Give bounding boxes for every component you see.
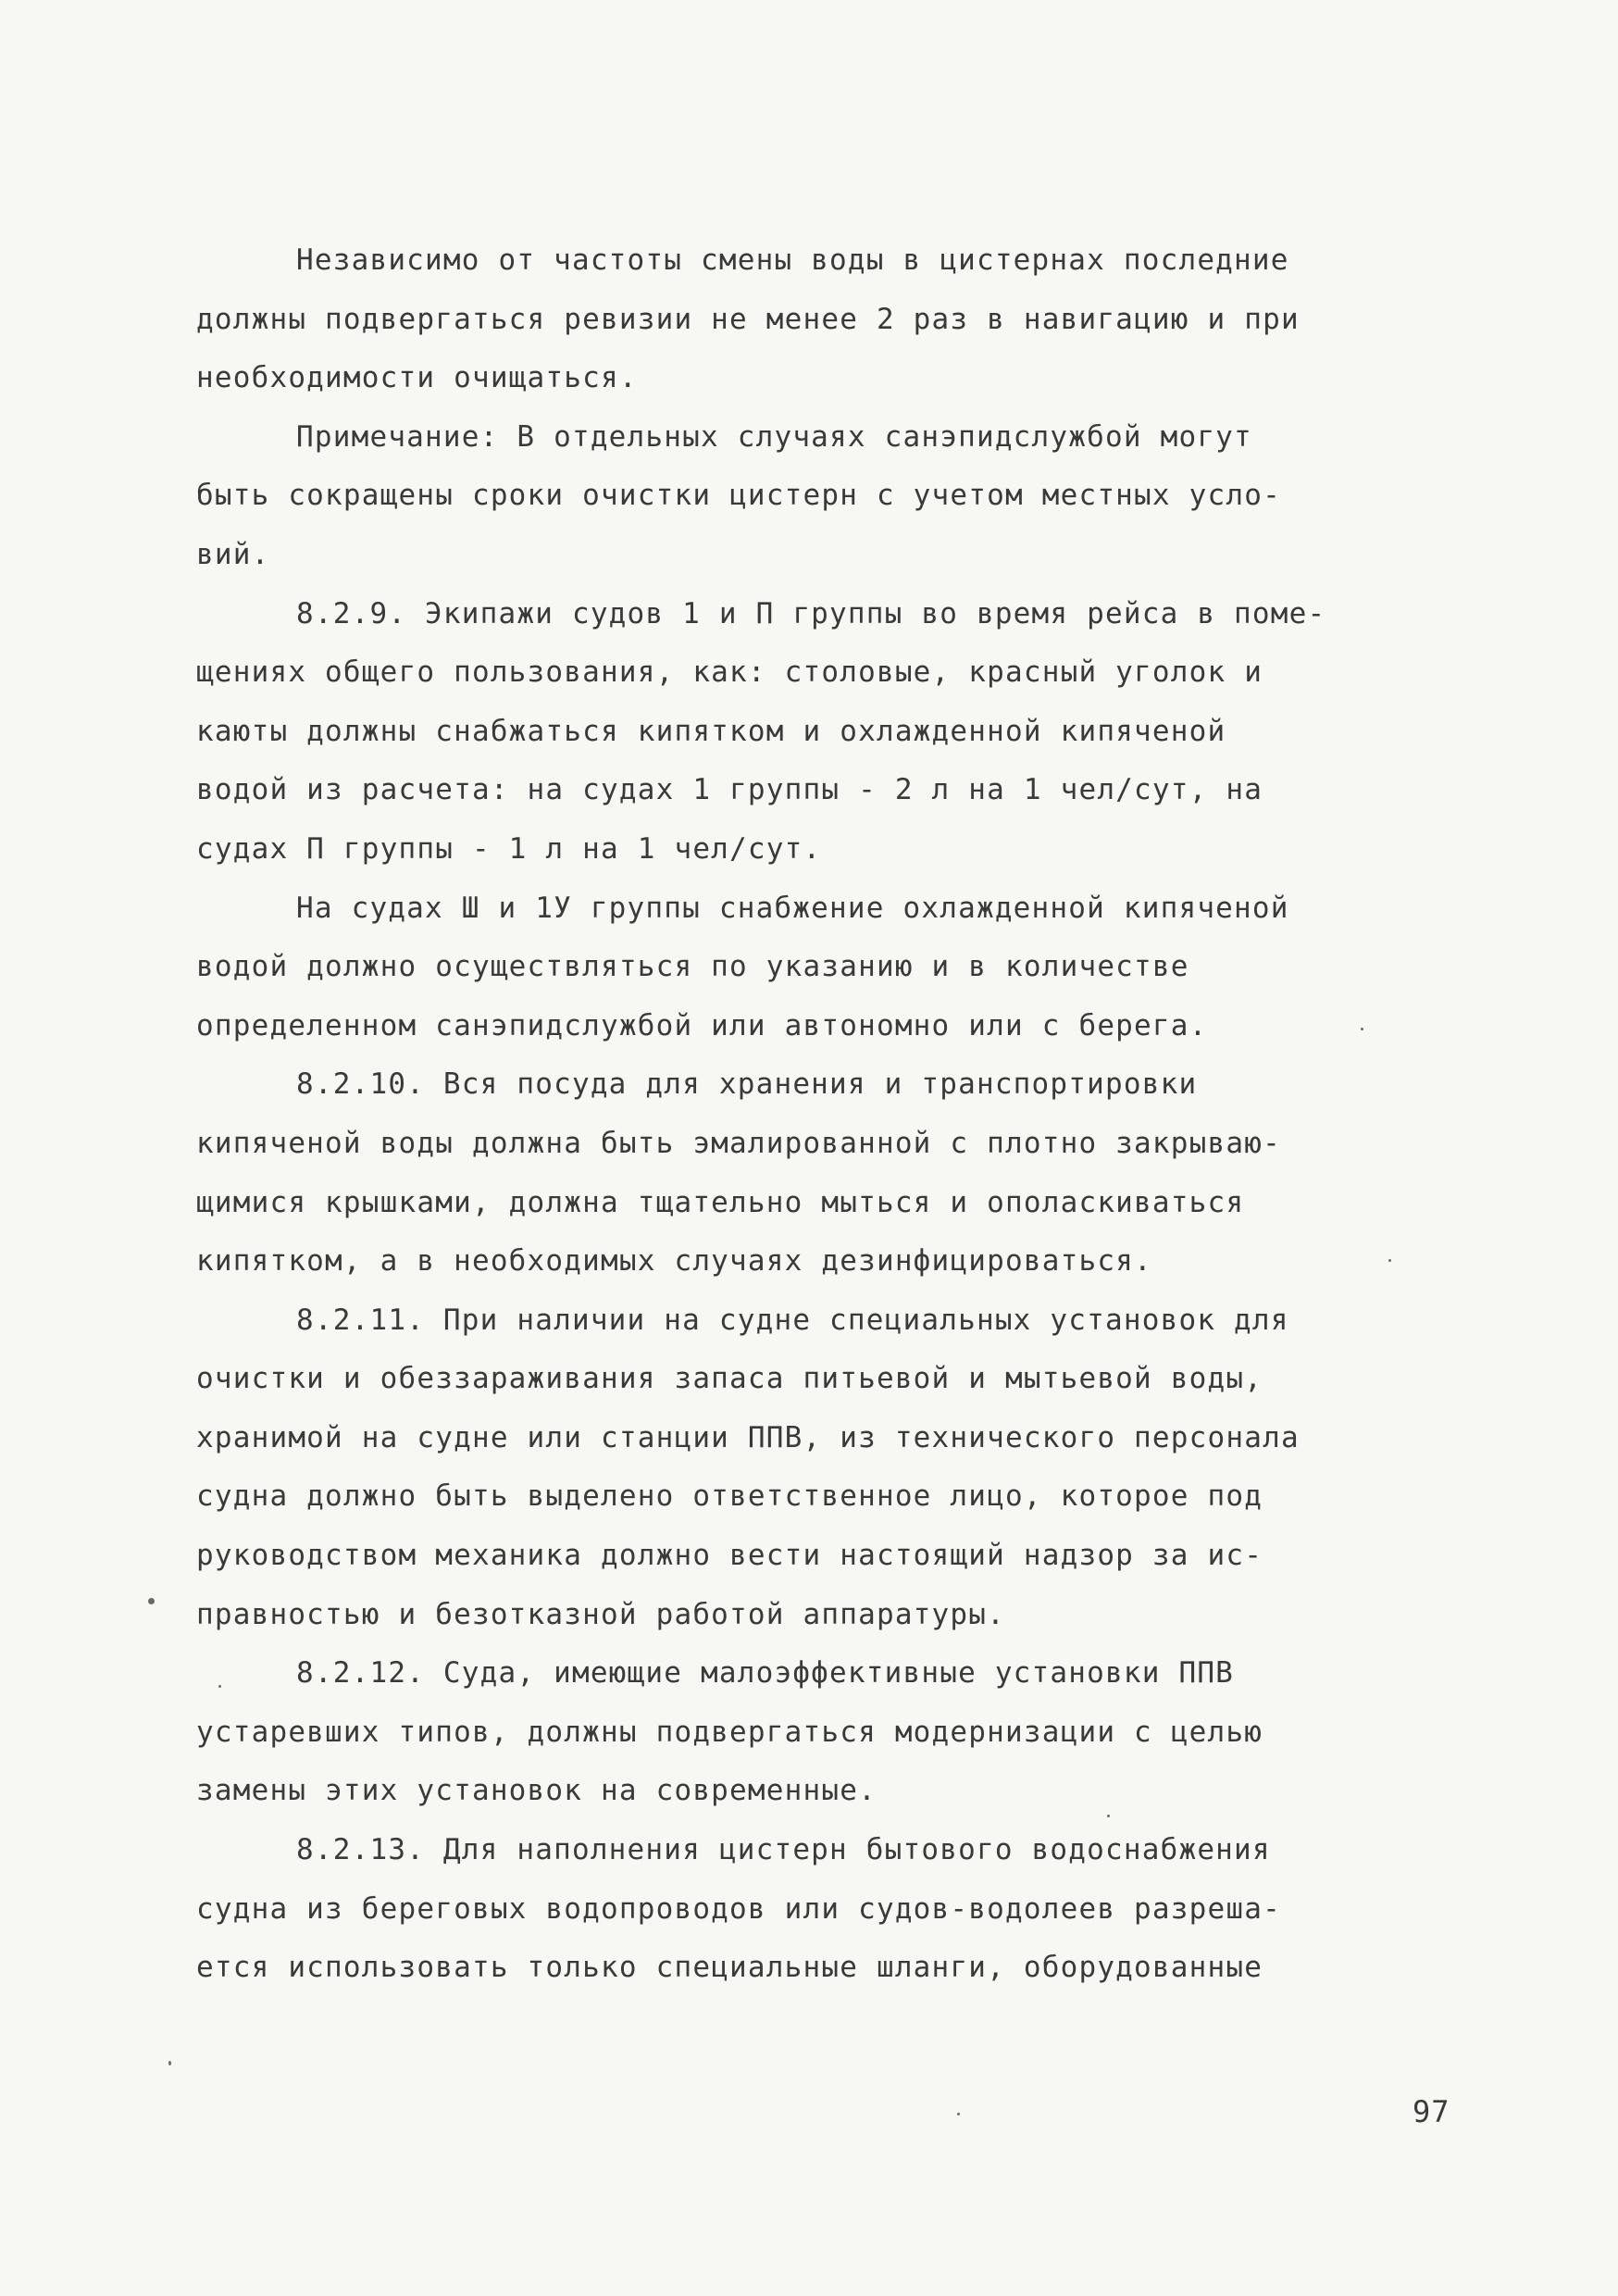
text-line: кипяченой воды должна быть эмалированной с плотно закрываю- xyxy=(196,1126,1281,1160)
scan-speck xyxy=(168,2061,171,2065)
text-line: водой должно осуществляться по указанию и в количестве xyxy=(196,950,1189,984)
text-line: ется использовать только специальные шланги, оборудованные xyxy=(196,1951,1263,1985)
page-number: 97 xyxy=(1413,2094,1450,2129)
note-line: быть сокращены сроки очистки цистерн с учетом местных усло- xyxy=(196,479,1281,513)
text-line: кипятком, а в необходимых случаях дезинфицироваться. xyxy=(196,1244,1152,1279)
text-line: судах П группы - 1 л на 1 чел/сут. xyxy=(196,831,822,866)
text-line: водой из расчета: на судах 1 группы - 2 л на 1 чел/сут, на xyxy=(196,773,1263,807)
text-line: руководством механика должно вести настоящий надзор за ис- xyxy=(196,1539,1263,1573)
text-line: щениях общего пользования, как: столовые, красный уголок и xyxy=(196,655,1263,690)
scan-speck xyxy=(957,2113,960,2115)
text-line: 8.2.9. Экипажи судов 1 и П группы во время рейса в поме- xyxy=(296,596,1326,630)
text-line: определенном санэпидслужбой или автономно или с берега. xyxy=(196,1008,1208,1042)
text-line: должны подвергаться ревизии не менее 2 раз в навигацию и при xyxy=(196,302,1300,336)
text-line: судна из береговых водопроводов или судов-водолеев разреша- xyxy=(196,1891,1281,1926)
scan-speck xyxy=(1361,1028,1363,1030)
text-line: На судах Ш и 1У группы снабжение охлажденной кипяченой xyxy=(296,891,1289,925)
scan-speck xyxy=(218,1685,221,1688)
text-line: щимися крышками, должна тщательно мыться и ополаскиваться xyxy=(196,1185,1245,1219)
text-line: каюты должны снабжаться кипятком и охлажденной кипяченой xyxy=(196,714,1226,748)
text-line: 8.2.11. При наличии на судне специальных установок для xyxy=(296,1303,1289,1337)
scan-speck xyxy=(1107,1815,1110,1817)
text-line: 8.2.10. Вся посуда для хранения и транспортировки xyxy=(296,1067,1198,1102)
note-line: Примечание: В отдельных случаях санэпидслужбой могут xyxy=(296,419,1252,454)
body-text xyxy=(196,231,1437,1998)
scan-speck xyxy=(148,1598,155,1604)
text-line: устаревших типов, должны подвергаться модернизации с целью xyxy=(196,1715,1263,1749)
text-line: 8.2.13. Для наполнения цистерн бытового водоснабжения xyxy=(296,1833,1271,1867)
text-line: 8.2.12. Суда, имеющие малоэффективные установки ППВ xyxy=(296,1656,1235,1691)
text-line: очистки и обеззараживания запаса питьевой и мытьевой воды, xyxy=(196,1362,1263,1396)
note-line: вий. xyxy=(196,537,270,571)
scan-speck xyxy=(1388,1259,1391,1262)
text-line: хранимой на судне или станции ППВ, из технического персонала xyxy=(196,1420,1300,1454)
text-line: необходимости очищаться. xyxy=(196,361,638,395)
text-line: замены этих установок на современные. xyxy=(196,1774,877,1808)
text-line: правностью и безотказной работой аппаратуры. xyxy=(196,1597,1005,1631)
text-line: Независимо от частоты смены воды в цистернах последние xyxy=(296,243,1289,277)
text-line: судна должно быть выделено ответственное лицо, которое под xyxy=(196,1479,1263,1514)
